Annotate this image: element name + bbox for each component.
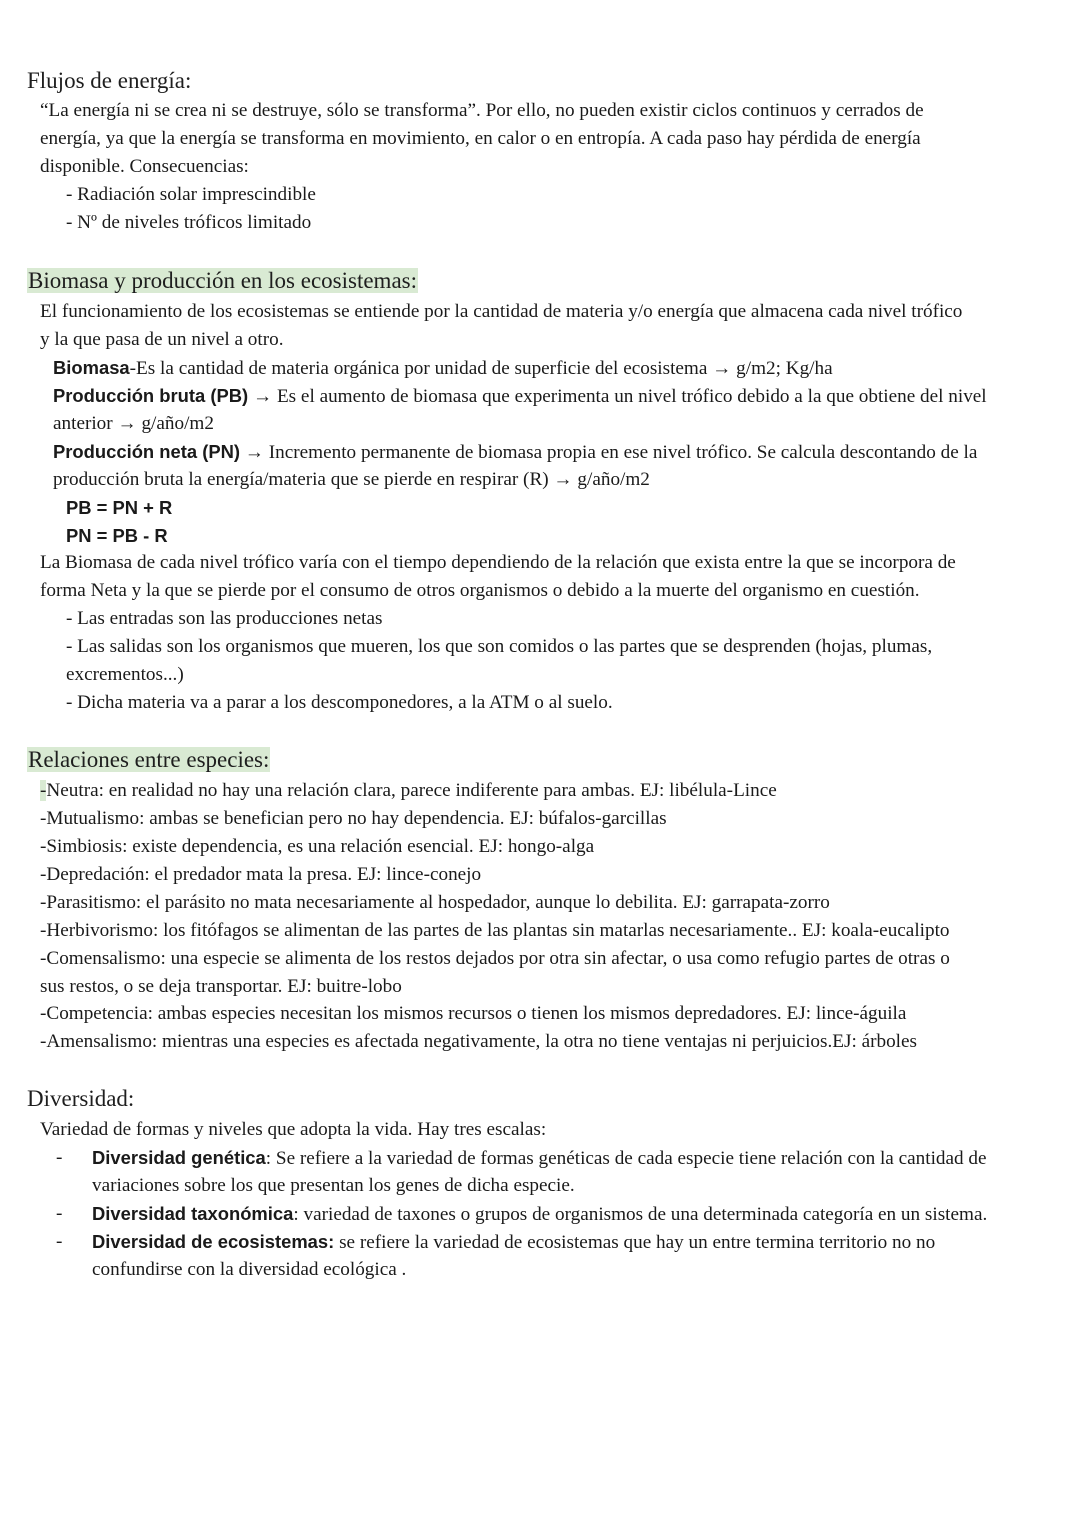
- biomasa-intro-1: El funcionamiento de los ecosistemas se entiende por la cantidad de materia y/o energía que almacena cada nivel trófico: [40, 301, 963, 322]
- biomasa-para-1: La Biomasa de cada nivel trófico varía con el tiempo dependiendo de la relación que exista entre la que se incorpora de: [40, 552, 956, 573]
- heading-relaciones: [27, 745, 270, 775]
- biomasa-bullet-3: - Dicha materia va a parar a los descomponedores, a la ATM o al suelo.: [66, 692, 613, 713]
- relacion-comensalismo: -Comensalismo: una especie se alimenta de los restos dejados por otra sin afectar, o usa como refugio partes de otras o: [40, 948, 950, 969]
- diversidad-taxonomica: [92, 1200, 987, 1229]
- diversidad-genetica: [92, 1144, 987, 1173]
- pn-definition-cont: producción bruta la energía/materia que se pierde en respirar (R) → g/año/m2: [53, 469, 650, 490]
- highlight-mark: -: [40, 780, 47, 801]
- pn-definition: [53, 438, 977, 467]
- relacion-amensalismo: -Amensalismo: mientras una especies es afectada negativamente, la otra no tiene ventajas ni perjuicios.EJ: árboles: [40, 1031, 917, 1052]
- heading-relaciones-text: Relaciones entre especies:: [28, 747, 270, 772]
- relacion-neutra: [40, 777, 777, 805]
- relacion-comensalismo-cont: sus restos, o se deja transportar. EJ: buitre-lobo: [40, 976, 402, 997]
- heading-biomasa: [27, 266, 418, 296]
- energia-bullet-2: - Nº de niveles tróficos limitado: [66, 212, 312, 233]
- pb-definition-cont: anterior → g/año/m2: [53, 413, 214, 434]
- term-biomasa: Biomasa: [53, 357, 130, 378]
- energia-line-3: disponible. Consecuencias:: [40, 156, 249, 177]
- biomasa-para-2: forma Neta y la que se pierde por el consumo de otros organismos o debido a la muerte del organismo en cuestión.: [40, 580, 920, 601]
- energia-bullet-1: - Radiación solar imprescindible: [66, 184, 316, 205]
- heading-biomasa-text: Biomasa y producción en los ecosistemas:: [28, 268, 418, 293]
- def-diversidad-taxonomica: : variedad de taxones o grupos de organismos de una determinada categoría en un sistema.: [293, 1204, 988, 1225]
- def-diversidad-ecosistemas: se refiere la variedad de ecosistemas que hay un entre termina territorio no no: [334, 1232, 936, 1253]
- def-biomasa: -Es la cantidad de materia orgánica por unidad de superficie del ecosistema → g/m2; Kg/ha: [129, 358, 833, 379]
- term-produccion-bruta: Producción bruta (PB): [53, 385, 249, 406]
- term-diversidad-taxonomica: Diversidad taxonómica: [92, 1203, 294, 1224]
- formula-pb: PB = PN + R: [66, 497, 173, 518]
- term-diversidad-genetica: Diversidad genética: [92, 1147, 266, 1168]
- term-diversidad-ecosistemas: Diversidad de ecosistemas:: [92, 1231, 335, 1252]
- relacion-simbiosis: -Simbiosis: existe dependencia, es una relación esencial. EJ: hongo-alga: [40, 836, 595, 857]
- energia-line-1: “La energía ni se crea ni se destruye, sólo se transforma”. Por ello, no pueden existir ciclos continuos y cerrados de: [40, 100, 924, 121]
- diversidad-ecosistemas-cont: confundirse con la diversidad ecológica .: [92, 1259, 407, 1280]
- heading-diversidad: Diversidad:: [27, 1086, 135, 1111]
- relacion-competencia: -Competencia: ambas especies necesitan los mismos recursos o tienen los mismos depredadores. EJ: lince-águila: [40, 1003, 907, 1024]
- biomasa-intro-2: y la que pasa de un nivel a otro.: [40, 329, 284, 350]
- dash-taxonomica: -: [56, 1203, 63, 1224]
- relacion-neutra-text: Neutra: en realidad no hay una relación clara, parece indiferente para ambas. EJ: libélula-Lince: [46, 780, 777, 801]
- def-produccion-neta: → Incremento permanente de biomasa propia en ese nivel trófico. Se calcula descontando de la: [240, 442, 978, 463]
- relacion-depredacion: -Depredación: el predador mata la presa. EJ: lince-conejo: [40, 864, 482, 885]
- relacion-herbivorismo: -Herbivorismo: los fitófagos se alimentan de las partes de las plantas sin matarlas necesariamente.. EJ: koala-eucalipto: [40, 920, 950, 941]
- biomasa-definition: [53, 354, 833, 383]
- energia-line-2: energía, ya que la energía se transforma en movimiento, en calor o en entropía. A cada paso hay pérdida de energía: [40, 128, 921, 149]
- biomasa-bullet-2-cont: excrementos...): [66, 664, 184, 685]
- heading-flujos-energia: Flujos de energía:: [27, 68, 192, 93]
- diversidad-ecosistemas: [92, 1228, 935, 1257]
- biomasa-bullet-1: - Las entradas son las producciones netas: [66, 608, 383, 629]
- diversidad-intro: Variedad de formas y niveles que adopta la vida. Hay tres escalas:: [40, 1119, 547, 1140]
- def-diversidad-genetica: : Se refiere a la variedad de formas genéticas de cada especie tiene relación con la cantidad de: [265, 1148, 987, 1169]
- biomasa-bullet-2: - Las salidas son los organismos que mueren, los que son comidos o las partes que se desprenden (hojas, plumas,: [66, 636, 933, 657]
- term-produccion-neta: Producción neta (PN): [53, 441, 240, 462]
- pb-definition: [53, 382, 987, 411]
- dash-genetica: -: [56, 1147, 63, 1168]
- def-produccion-bruta: → Es el aumento de biomasa que experimenta un nivel trófico debido a la que obtiene del nivel: [248, 386, 987, 407]
- formula-pn: PN = PB - R: [66, 525, 168, 546]
- relacion-parasitismo: -Parasitismo: el parásito no mata necesariamente al hospedador, aunque lo debilita. EJ: garrapata-zorro: [40, 892, 830, 913]
- diversidad-genetica-cont: variaciones sobre los que presentan los genes de dicha especie.: [92, 1175, 575, 1196]
- relacion-mutualismo: -Mutualismo: ambas se benefician pero no hay dependencia. EJ: búfalos-garcillas: [40, 808, 667, 829]
- dash-ecosistemas: -: [56, 1231, 63, 1252]
